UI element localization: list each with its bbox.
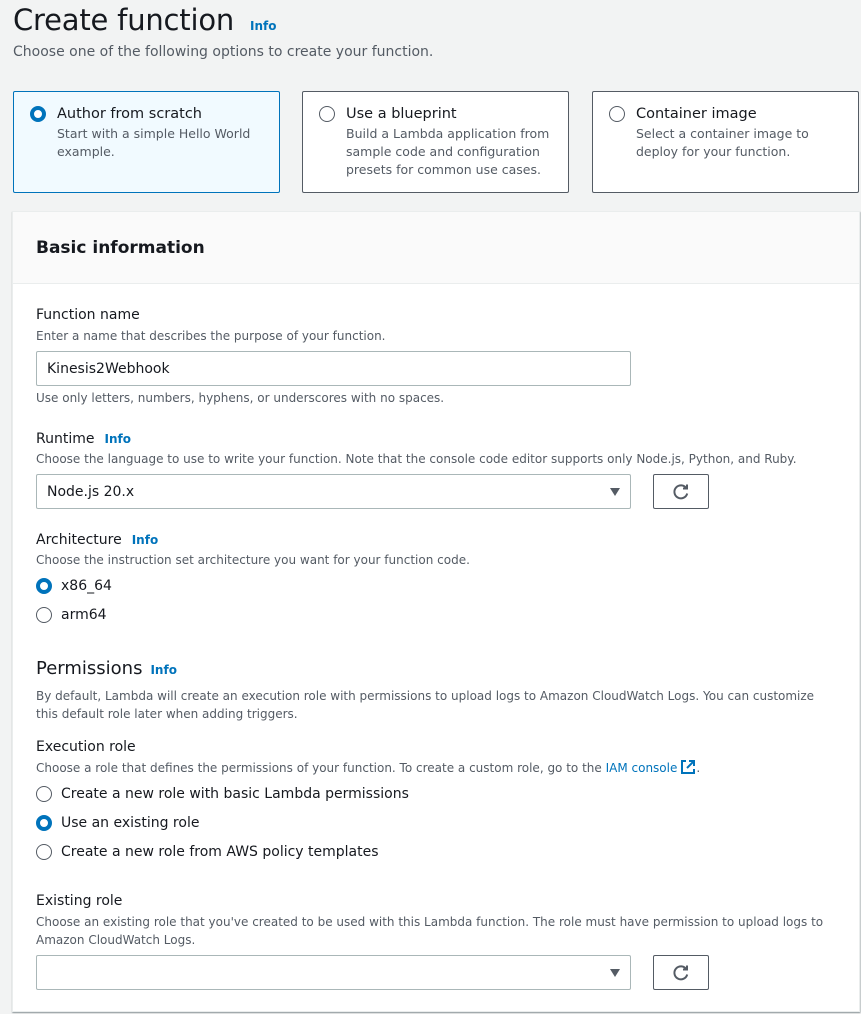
external-link-icon[interactable] (680, 759, 696, 775)
basic-information-panel (12, 211, 860, 1012)
radio-unchecked-icon[interactable] (609, 106, 625, 122)
option-title: Container image (636, 106, 757, 122)
create-options (13, 91, 859, 194)
option-description: Start with a simple Hello World example. (57, 126, 251, 159)
runtime-field (36, 429, 797, 509)
existing-role-select[interactable] (36, 955, 631, 990)
radio-unchecked-icon[interactable] (36, 844, 52, 860)
permissions-section (36, 657, 836, 723)
execution-role-field (36, 737, 836, 862)
existing-role-label: Existing role (36, 893, 123, 909)
execution-role-option-existing[interactable] (36, 813, 836, 833)
page-info-link[interactable]: Info (250, 19, 277, 33)
radio-unchecked-icon[interactable] (36, 786, 52, 802)
permissions-heading: Permissions (36, 658, 143, 679)
architecture-label: Architecture (36, 532, 122, 548)
execution-role-option-basic[interactable] (36, 784, 836, 804)
option-use-a-blueprint[interactable] (302, 91, 569, 193)
refresh-icon (672, 964, 690, 982)
runtime-label: Runtime (36, 431, 95, 447)
function-name-field (36, 305, 631, 407)
radio-label: x86_64 (61, 578, 112, 594)
function-name-value: Kinesis2Webhook (47, 360, 170, 377)
page-description: Choose one of the following options to create your function. (13, 44, 434, 60)
architecture-option-arm64[interactable] (36, 605, 470, 625)
radio-unchecked-icon[interactable] (319, 106, 335, 122)
function-name-constraint: Use only letters, numbers, hyphens, or underscores with no spaces. (36, 391, 445, 405)
option-author-from-scratch[interactable] (13, 91, 280, 193)
permissions-info-link[interactable]: Info (150, 663, 177, 677)
runtime-select-row (36, 474, 797, 509)
existing-role-select-row (36, 955, 836, 990)
runtime-refresh-button[interactable] (653, 474, 709, 509)
radio-label: Create a new role with basic Lambda permissions (61, 786, 409, 802)
function-name-input[interactable] (36, 351, 631, 386)
caret-down-icon (610, 969, 620, 977)
option-title: Use a blueprint (346, 106, 457, 122)
option-description: Select a container image to deploy for your function. (636, 126, 809, 159)
architecture-option-x86-64[interactable] (36, 576, 470, 596)
architecture-label-row (36, 530, 470, 550)
function-name-description: Enter a name that describes the purpose of your function. (36, 329, 386, 343)
execution-role-description-text: Choose a role that defines the permissions of your function. To create a custom role, go to the (36, 761, 606, 775)
option-container-image[interactable] (592, 91, 859, 193)
page-title: Create function (13, 3, 235, 37)
radio-checked-icon[interactable] (36, 815, 52, 831)
runtime-description: Choose the language to use to write your function. Note that the console code editor supports only Node.js, Python, and Ruby. (36, 452, 797, 466)
runtime-select-value: Node.js 20.x (47, 483, 135, 500)
function-name-label: Function name (36, 307, 140, 323)
execution-role-label: Execution role (36, 739, 136, 755)
panel-title: Basic information (36, 237, 205, 258)
permissions-description: By default, Lambda will create an execution role with permissions to upload logs to Amazon CloudWatch Logs. You can customize this default role later when adding triggers. (36, 689, 815, 721)
runtime-info-link[interactable]: Info (104, 432, 131, 446)
refresh-icon (672, 483, 690, 501)
execution-role-option-templates[interactable] (36, 842, 836, 862)
architecture-description: Choose the instruction set architecture you want for your function code. (36, 553, 470, 567)
panel-header (13, 212, 859, 284)
existing-role-refresh-button[interactable] (653, 955, 709, 990)
existing-role-field (36, 891, 836, 990)
existing-role-description: Choose an existing role that you've created to be used with this Lambda function. The role must have permission to upload logs to Amazon CloudWatch Logs. (36, 915, 824, 947)
execution-role-description-suffix: . (696, 761, 701, 775)
execution-role-description (36, 759, 836, 777)
permissions-heading-row (36, 657, 836, 682)
architecture-field (36, 530, 470, 625)
radio-label: arm64 (61, 607, 107, 623)
radio-label: Create a new role from AWS policy templates (61, 844, 379, 860)
radio-checked-icon[interactable] (36, 578, 52, 594)
caret-down-icon (610, 488, 620, 496)
architecture-info-link[interactable]: Info (131, 533, 159, 547)
runtime-label-row (36, 429, 797, 449)
radio-label: Use an existing role (61, 815, 200, 831)
radio-unchecked-icon[interactable] (36, 607, 52, 623)
radio-checked-icon[interactable] (30, 106, 46, 122)
runtime-select[interactable] (36, 474, 631, 509)
option-title: Author from scratch (57, 106, 202, 122)
iam-console-link[interactable]: IAM console (605, 761, 678, 775)
page-header (13, 0, 433, 60)
option-description: Build a Lambda application from sample code and configuration presets for common use cases. (346, 126, 550, 177)
